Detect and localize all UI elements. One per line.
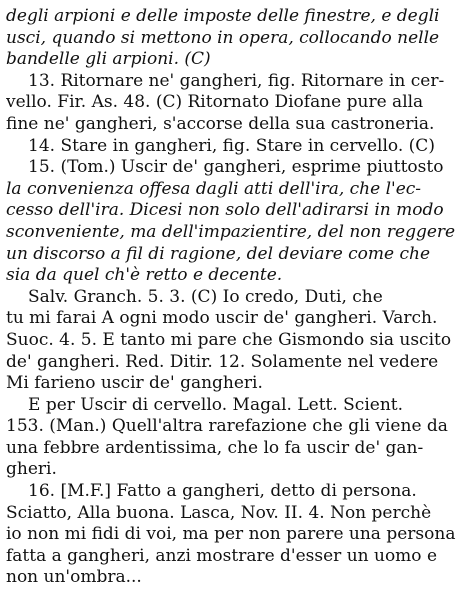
text-line: sia da quel ch'è retto e decente.	[6, 265, 283, 286]
text-line: io non mi fidi di voi, ma per non parere una persona	[6, 524, 456, 545]
text-line: sconveniente, ma dell'impazientire, del non reggere	[6, 221, 456, 242]
entry-13-heading: 13. Ritornare ne' gangheri, fig. Ritornare in cer-	[28, 70, 445, 91]
text-line: fine ne' gangheri, s'accorse della sua castroneria.	[6, 113, 435, 134]
text-line: cesso dell'ira. Dicesi non solo dell'adirarsi in modo	[6, 200, 444, 221]
text-line: gheri.	[6, 459, 57, 480]
text-line: 153. (Man.) Quell'altra rarefazione che gli viene da	[6, 416, 448, 437]
entry-14-heading: 14. Stare in gangheri, fig. Stare in cervello. (C)	[28, 135, 435, 156]
citation-line: Salv. Granch. 5. 3. (C) Io credo, Duti, che	[28, 286, 383, 307]
text-line: de' gangheri. Red. Ditir. 12. Solamente nel vedere	[6, 351, 439, 372]
text-line: bandelle gli arpioni. (C)	[6, 49, 211, 70]
text-line: Suoc. 4. 5. E tanto mi pare che Gismondo sia uscito	[6, 329, 452, 350]
text-line: degli arpioni e delle imposte delle finestre, e degli	[6, 6, 440, 26]
text-line: una febbre ardentissima, che lo fa uscir de' gan-	[6, 437, 424, 458]
text-line: Mi farieno uscir de' gangheri.	[6, 373, 263, 394]
text-line: Sciatto, Alla buona. Lasca, Nov. II. 4. Non perchè	[6, 502, 432, 523]
text-line: fatta a gangheri, anzi mostrare d'esser un uomo e	[6, 545, 438, 566]
text-line: non un'ombra...	[6, 567, 142, 588]
entry-16-heading: 16. [M.F.] Fatto a gangheri, detto di persona.	[28, 481, 417, 502]
citation-line: E per Uscir di cervello. Magal. Lett. Scient.	[28, 394, 404, 415]
text-line: tu mi farai A ogni modo uscir de' gangheri. Varch.	[6, 308, 438, 329]
text-line: un discorso a fil di ragione, del deviare come che	[6, 243, 431, 264]
text-line: usci, quando si mettono in opera, collocando nelle	[6, 27, 440, 48]
text-line: vello. Fir. As. 48. (C) Ritornato Diofane pure alla	[6, 92, 424, 113]
text-line: la convenienza offesa dagli atti dell'ira, che l'ec-	[6, 178, 422, 199]
entry-15-heading: 15. (Tom.) Uscir de' gangheri, esprime piuttosto	[28, 157, 444, 178]
